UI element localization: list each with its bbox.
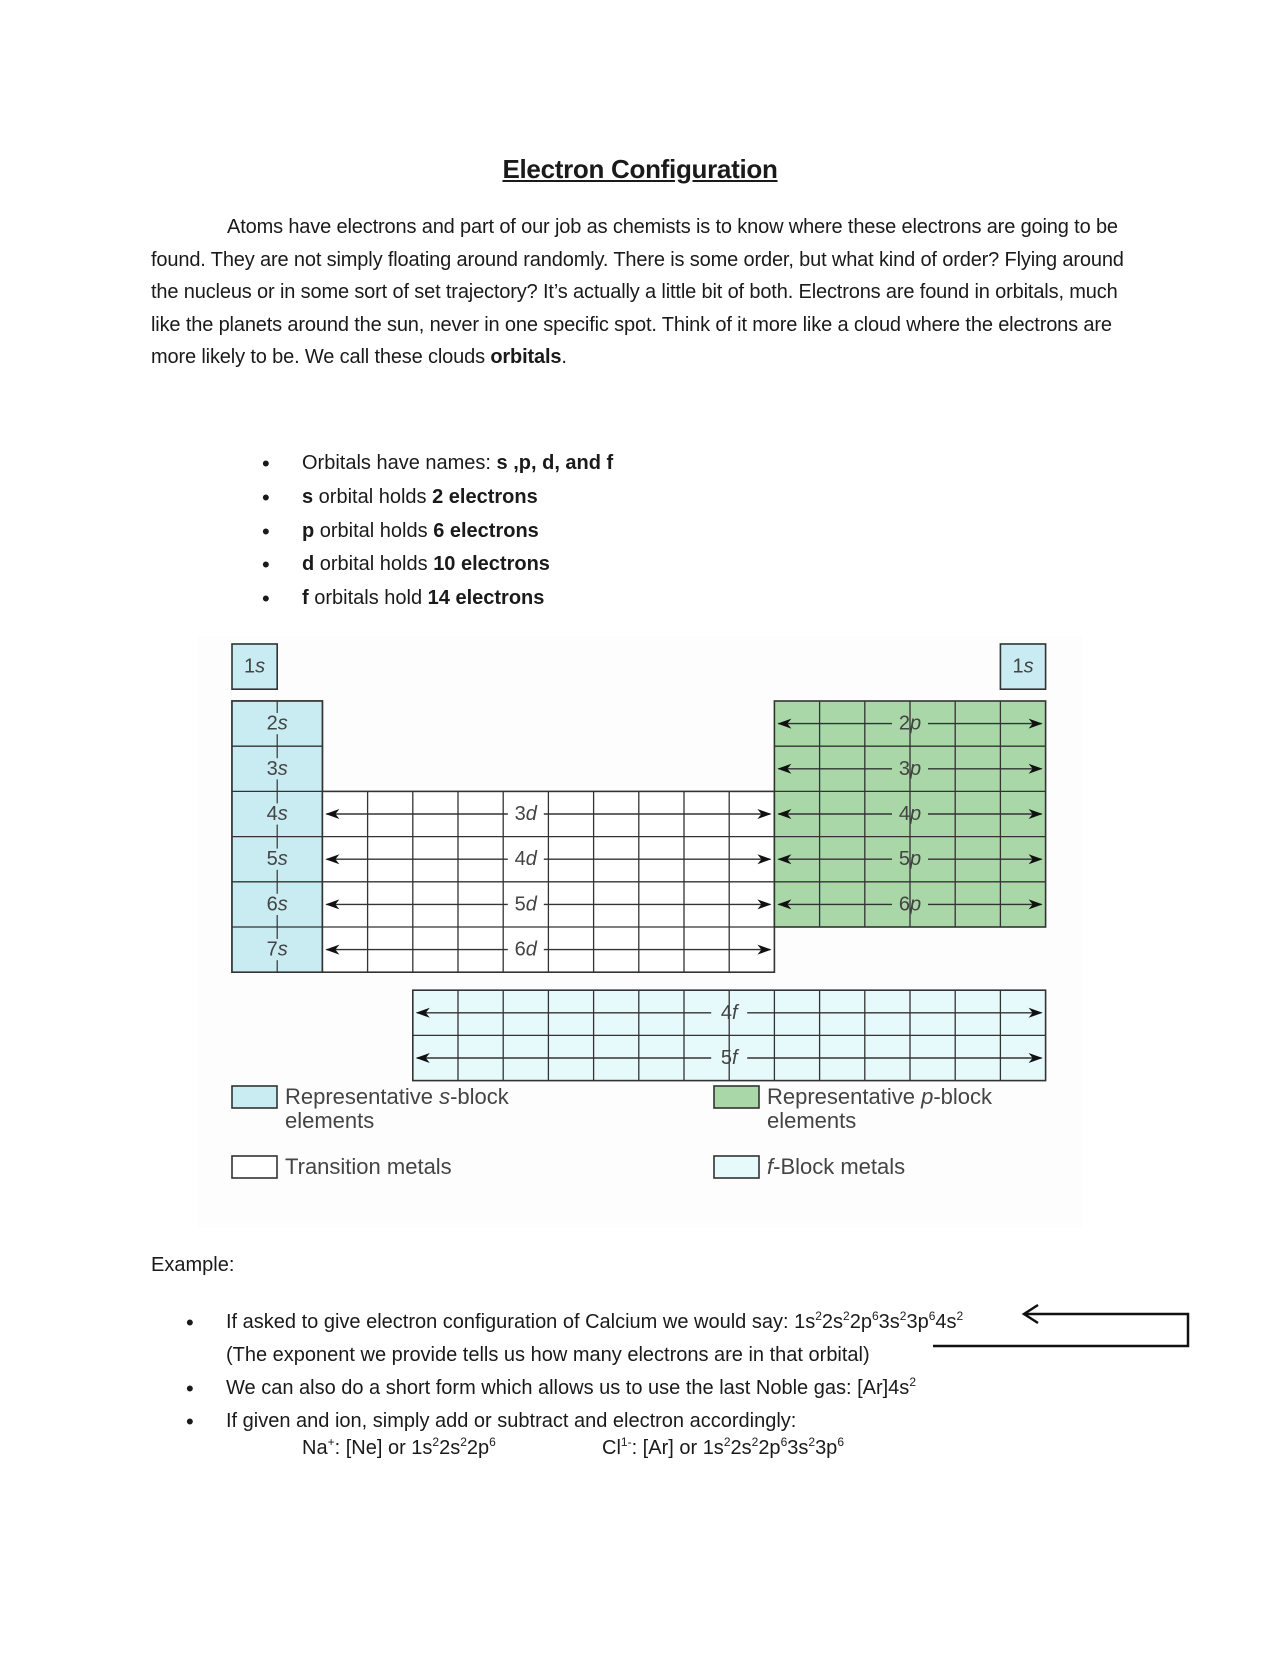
fact-orbital: p xyxy=(302,519,315,542)
fact-bold: s ,p, d, and f xyxy=(496,452,614,474)
svg-text:f-Block metals: f-Block metals xyxy=(767,1154,906,1179)
calcium-configuration: $1s^22s^22p^63s^23p^64s^2$ xyxy=(794,1309,964,1333)
svg-text:5s: 5s xyxy=(266,848,288,871)
list-item xyxy=(262,515,613,549)
examples-list xyxy=(186,1306,963,1438)
svg-text:6p: 6p xyxy=(898,893,922,916)
intro-text-end: . xyxy=(561,346,567,368)
ion-rule-text: If given and ion, simply add or subtract and electron accordingly: xyxy=(226,1410,797,1432)
list-item xyxy=(262,481,613,515)
svg-text:5p: 5p xyxy=(898,848,922,871)
fact-orbital: d xyxy=(302,553,315,576)
example-label: Example: xyxy=(151,1254,235,1276)
fact-orbital: s xyxy=(302,485,314,508)
fact-text: orbital holds xyxy=(314,519,434,542)
svg-text:4d: 4d xyxy=(514,848,537,871)
short-form-text: We can also do a short form which allows us to use the last Noble gas: xyxy=(226,1377,858,1399)
short-form-exponent: 2 xyxy=(909,1375,916,1389)
fact-bold: 2 electrons xyxy=(432,485,538,508)
svg-text:2p: 2p xyxy=(898,712,922,735)
intro-bold-term: orbitals xyxy=(490,346,562,368)
svg-text:elements: elements xyxy=(285,1108,375,1133)
svg-text:5d: 5d xyxy=(514,893,537,916)
intro-paragraph xyxy=(151,211,1136,374)
svg-text:1s: 1s xyxy=(244,655,266,678)
orbital-blocks-figure xyxy=(198,636,1082,1228)
sodium-ion-example: Na+: [Ne] or $1s^22s^22p^6$ xyxy=(302,1435,496,1459)
fact-bold: 14 electrons xyxy=(427,587,545,610)
svg-text:Representative s-block: Representative s-block xyxy=(285,1084,509,1109)
exponent-note: (The exponent we provide tells us how many electrons are in that orbital) xyxy=(226,1344,870,1366)
svg-text:4f: 4f xyxy=(720,1001,738,1024)
orbital-facts-list xyxy=(262,447,613,616)
list-item-ion-rule xyxy=(186,1405,963,1438)
svg-text:1s: 1s xyxy=(1012,655,1034,678)
svg-text:2s: 2s xyxy=(266,712,288,735)
periodic-table-orbital-diagram xyxy=(198,636,1082,1228)
calcium-text: If asked to give electron configuration of Calcium we would say: xyxy=(226,1311,795,1333)
list-item-calcium xyxy=(186,1306,963,1339)
fact-bold: 6 electrons xyxy=(433,519,539,542)
list-item-short-form xyxy=(186,1372,963,1405)
svg-text:5f: 5f xyxy=(720,1047,738,1069)
calcium-note xyxy=(186,1339,963,1372)
fact-bold: 10 electrons xyxy=(433,553,550,576)
svg-text:Representative p-block: Representative p-block xyxy=(767,1084,993,1109)
chloride-ion-example: $Cl^{1-}$: [Ar] or $1s^22s^22p^63s^23p^6$ xyxy=(602,1435,844,1459)
fact-text: orbitals hold xyxy=(308,587,428,610)
page-title: Electron Configuration xyxy=(502,154,778,184)
fact-text: orbital holds xyxy=(313,485,433,508)
intro-text: Atoms have electrons and part of our job as chemists is to know where these electrons are going to be found. They are not simply floating around randomly. There is some order, but what kind of order? Flying around the nucleus or in some sort of set trajectory? It’s actually a little bit of both. Electrons are found in orbitals, much like the planets around the sun, never in one specific spot. Think of it more like a cloud where the electrons are more likely to be. We call these clouds xyxy=(151,216,1124,368)
short-form-config: [Ar]4s xyxy=(857,1377,910,1399)
list-item xyxy=(262,582,613,616)
list-item xyxy=(262,548,613,582)
svg-text:4p: 4p xyxy=(898,803,922,825)
svg-text:4s: 4s xyxy=(266,803,288,825)
svg-text:3s: 3s xyxy=(266,757,288,780)
svg-text:Transition metals: Transition metals xyxy=(285,1154,452,1179)
svg-text:3p: 3p xyxy=(898,757,922,780)
svg-text:6d: 6d xyxy=(514,938,537,961)
svg-text:elements: elements xyxy=(767,1108,857,1133)
list-item xyxy=(262,447,613,481)
fact-text: Orbitals have names: xyxy=(302,452,497,474)
svg-text:7s: 7s xyxy=(266,938,288,961)
fact-text: orbital holds xyxy=(314,553,434,576)
svg-text:6s: 6s xyxy=(266,893,288,916)
svg-text:3d: 3d xyxy=(514,803,537,825)
fact-orbital: f xyxy=(302,587,309,610)
